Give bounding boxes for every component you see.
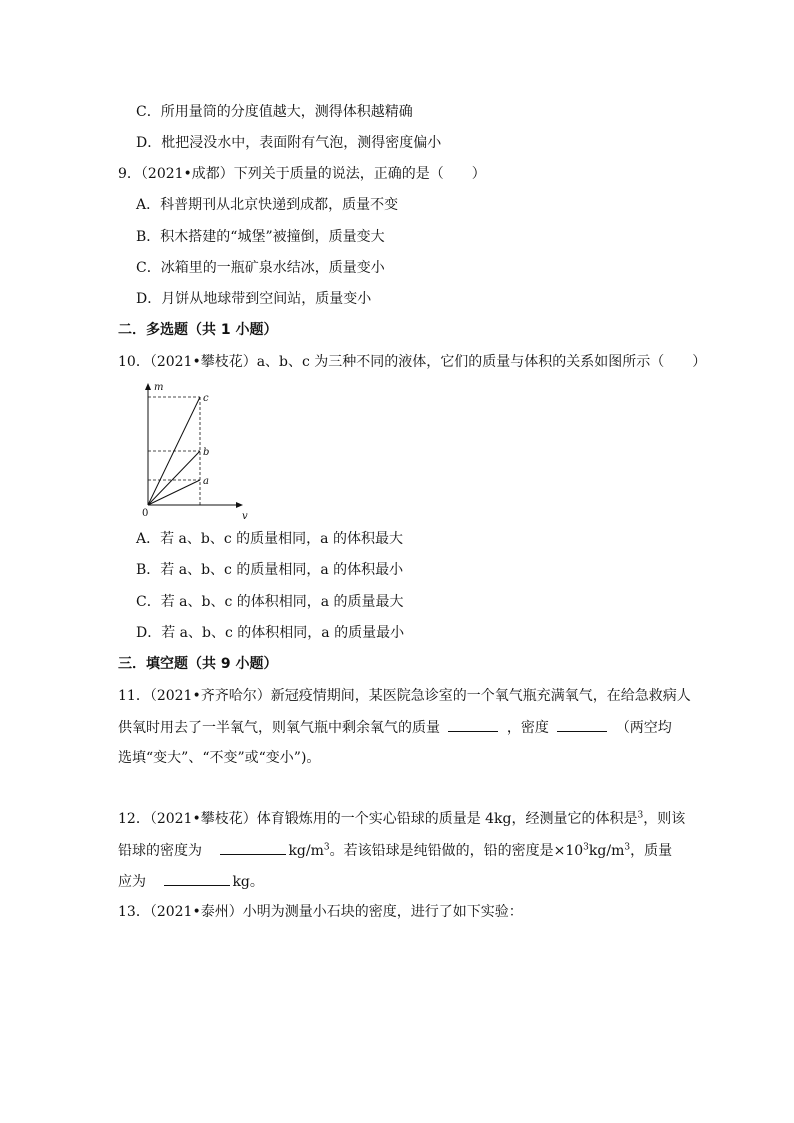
q12-sup-c: 3 xyxy=(624,842,631,853)
mass-volume-graph xyxy=(130,378,250,523)
section-heading-fill-in: 三．填空题（共 9 小题） xyxy=(118,656,278,672)
x-axis-arrow xyxy=(236,502,243,508)
q12-text-c: 铅球的密度为 xyxy=(118,843,202,859)
q12-blank-mass[interactable] xyxy=(164,871,230,886)
q12-line1 xyxy=(118,809,685,829)
x-axis-label: v xyxy=(242,511,248,522)
line-a xyxy=(148,480,200,505)
q9-option-c: C．冰箱里的一瓶矿泉水结冰，质量变小 xyxy=(136,260,385,276)
q12-sup-a: 3 xyxy=(637,810,644,821)
q10-option-d: D．若 a、b、c 的体积相同，a 的质量最小 xyxy=(136,625,405,641)
q11-line2 xyxy=(118,717,672,738)
q12-text-h: kg。 xyxy=(232,874,264,890)
q11-line3: 选填“变大”、“不变”或“变小”)。 xyxy=(118,750,321,766)
q12-unit: kg/m xyxy=(288,843,324,859)
q12-sup-b: 3 xyxy=(583,842,589,853)
q11-text-b: ，密度 xyxy=(506,720,549,736)
q8-option-c: C．所用量筒的分度值越大，测得体积越精确 xyxy=(136,104,413,120)
q13-stem: 13．（2021•泰州）小明为测量小石块的密度，进行了如下实验： xyxy=(118,904,523,920)
q12-text-b: ，则该 xyxy=(643,811,686,827)
q10-stem: 10．（2021•攀枝花）a、b、c 为三种不同的液体，它们的质量与体积的关系如图所示（ ） xyxy=(118,354,707,370)
q11-line1: 11．（2021•齐齐哈尔）新冠疫情期间，某医院急诊室的一个氧气瓶充满氧气，在给急救病人 xyxy=(118,688,691,704)
q12-text-a: 12．（2021•攀枝花）体育锻炼用的一个实心铅球的质量是 4kg，经测量它的体积是 xyxy=(118,811,638,827)
q12-line2 xyxy=(118,840,672,861)
q9-option-a: A．科普期刊从北京快递到成都，质量不变 xyxy=(136,197,399,213)
origin-label: 0 xyxy=(142,508,149,519)
label-b: b xyxy=(203,447,210,458)
q12-blank-density[interactable] xyxy=(220,840,286,855)
q9-stem: 9．（2021•成都）下列关于质量的说法，正确的是（ ） xyxy=(118,166,486,182)
q9-option-b: B．积木搭建的“城堡”被撞倒，质量变大 xyxy=(136,229,385,245)
label-a: a xyxy=(203,476,209,487)
q9-option-d: D．月饼从地球带到空间站，质量变小 xyxy=(136,291,372,307)
line-b xyxy=(148,451,200,505)
y-axis-label: m xyxy=(154,382,164,393)
q11-text-c: （两空均 xyxy=(615,720,672,736)
q11-blank-mass[interactable] xyxy=(448,717,498,732)
q12-text-d: 。若该铅球是纯铅做的，铅的密度是×10 xyxy=(329,843,584,859)
q12-line3 xyxy=(118,871,264,892)
q10-option-b: B．若 a、b、c 的质量相同，a 的体积最小 xyxy=(136,562,404,578)
q12-text-g: 应为 xyxy=(118,874,146,890)
q12-text-e: kg/m xyxy=(588,843,625,859)
q12-text-f: ，质量 xyxy=(630,843,673,859)
q10-option-a: A．若 a、b、c 的质量相同，a 的体积最大 xyxy=(136,531,403,547)
section-heading-multiple-choice: 二．多选题（共 1 小题） xyxy=(118,322,278,338)
q12-unit-sup: 3 xyxy=(323,842,330,853)
q11-blank-density[interactable] xyxy=(557,717,607,732)
q11-text-a: 供氧时用去了一半氧气，则氧气瓶中剩余氧气的质量 xyxy=(118,720,440,736)
q10-option-c: C．若 a、b、c 的体积相同，a 的质量最大 xyxy=(136,594,404,610)
label-c: c xyxy=(203,393,209,404)
y-axis-arrow xyxy=(145,383,151,390)
q8-option-d: D．枇把浸没水中，表面附有气泡，测得密度偏小 xyxy=(136,135,442,151)
